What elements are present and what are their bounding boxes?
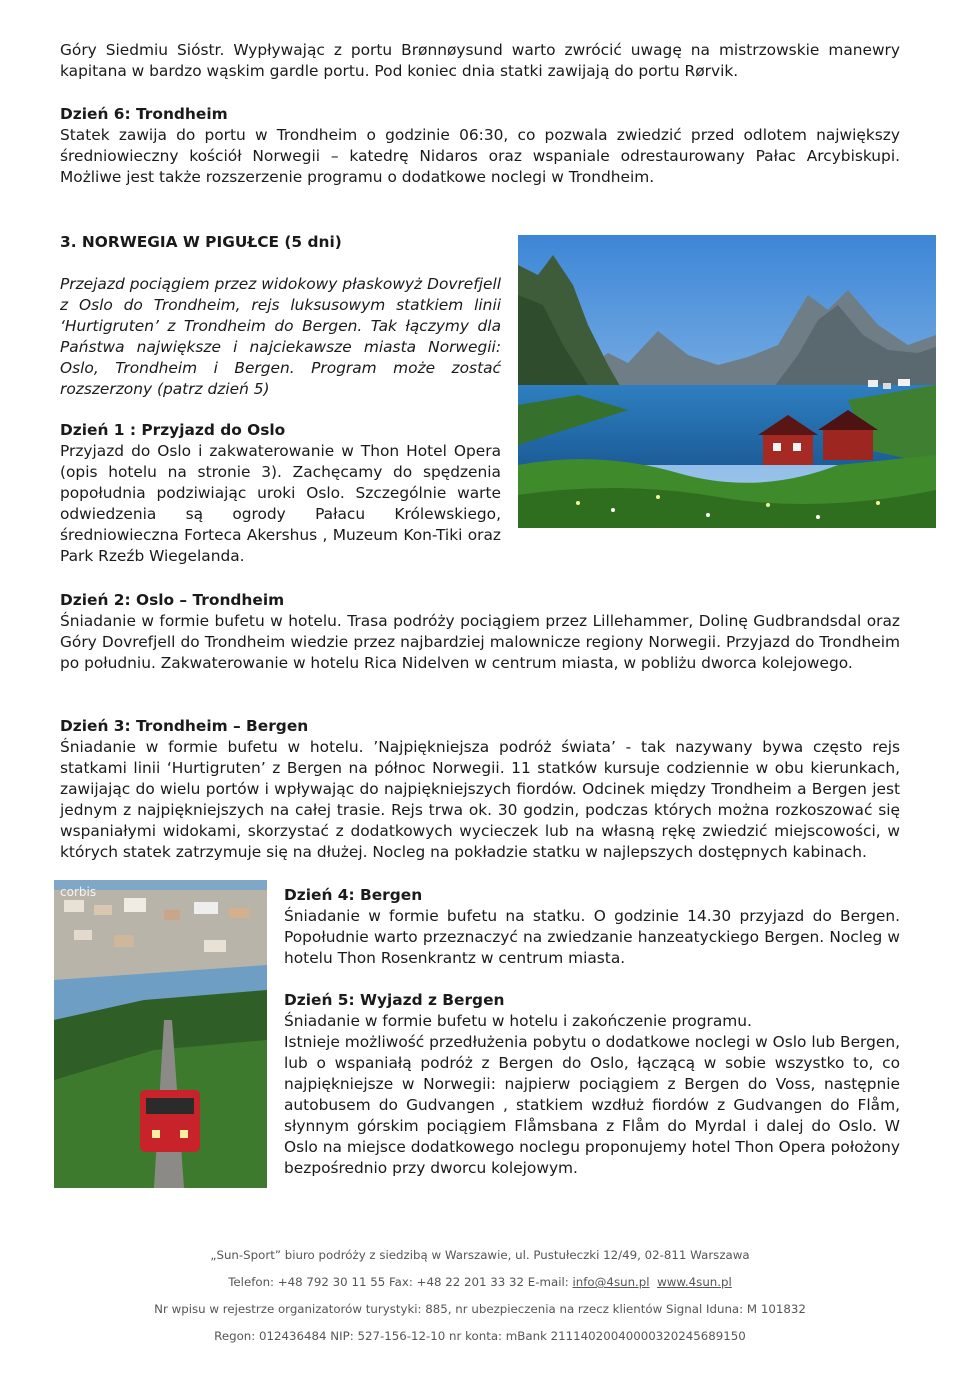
day3-heading: Dzień 3: Trondheim – Bergen xyxy=(60,717,309,735)
intro-paragraph xyxy=(60,40,900,82)
section3-description-text: Przejazd pociągiem przez widokowy płaskowyż Dovrefjell z Oslo do Trondheim, rejs luksusowym statkiem linii ‘Hurtigruten’ z Trondheim do Bergen. Tak łączymy dla Państwa największe i najciekawsze miasta Norwegii: Oslo, Trondheim i Bergen. Program może zostać rozszerzony (patrz dzień 5) xyxy=(60,275,501,398)
program-day-3 xyxy=(60,716,900,863)
day4-heading: Dzień 4: Bergen xyxy=(284,886,423,904)
footer-email-link[interactable]: info@4sun.pl xyxy=(572,1275,650,1289)
day6-text: Statek zawija do portu w Trondheim o godzinie 06:30, co pozwala zwiedzić przed odlotem największy średniowieczny kościół Norwegii – katedrę Nidaros oraz wspaniale odrestaurowany Pałac Arcybiskupi. Możliwe jest także rozszerzenie programu o dodatkowe noclegi w Trondheim. xyxy=(60,126,900,186)
day2-text: Śniadanie w formie bufetu w hotelu. Trasa podróży pociągiem przez Lillehammer, Dolinę Gudbrandsdal oraz Góry Dovrefjell do Trondheim wiedzie przez najbardziej malownicze regiony Norwegii. Przyjazd do Trondheim po południu. Zakwaterowanie w hotelu Rica Nidelven w centrum miasta, w pobliżu dworca kolejowego. xyxy=(60,612,900,672)
day5-heading: Dzień 5: Wyjazd z Bergen xyxy=(284,991,505,1009)
day4-text: Śniadanie w formie bufetu na statku. O godzinie 14.30 przyjazd do Bergen. Popołudnie warto przeznaczyć na zwiedzanie hanzeatyckiego Bergen. Nocleg w hotelu Thon Rosenkrantz w centrum miasta. xyxy=(284,907,900,967)
intro-text: Góry Siedmiu Sióstr. Wypływając z portu Brønnøysund warto zwrócić uwagę na mistrzowskie manewry kapitana w bardzo wąskim gardle portu. Pod koniec dnia statki zawijają do portu Rørvik. xyxy=(60,41,900,80)
day5-text-1: Śniadanie w formie bufetu w hotelu i zakończenie programu. xyxy=(284,1012,752,1030)
bergen-funicular-photo xyxy=(54,880,267,1188)
footer-company: „Sun-Sport” biuro podróży z siedzibą w Warszawie, ul. Pustułeczki 12/49, 02-811 Warszawa xyxy=(210,1248,750,1262)
day6-heading: Dzień 6: Trondheim xyxy=(60,105,228,123)
day3-text: Śniadanie w formie bufetu w hotelu. ’Najpiękniejsza podróż świata’ - tak nazywany bywa często rejs statkami linii ‘Hurtigruten’ z Bergen na północ Norwegii. 11 statków kursuje codziennie w obu kierunkach, zawijając do wielu portów i wpływając do najpiękniejszych fiordów. Odcinek między Trondheim a Bergen jest jednym z najpiękniejszych na całej trasie. Rejs trwa ok. 30 godzin, podczas których można rozkoszować się wspaniałymi widokami, skorzystać z dodatkowych wycieczek lub na własną rękę zwiedzić miejscowości, w których statek zatrzymuje się na dłużej. Nocleg na pokładzie statku w najlepszych dostępnych kabinach. xyxy=(60,738,900,861)
section3-title: 3. NORWEGIA W PIGUŁCE (5 dni) xyxy=(60,233,342,251)
day6-section xyxy=(60,104,900,188)
footer-ids: Regon: 012436484 NIP: 527-156-12-10 nr konta: mBank 21114020040000320245689150 xyxy=(214,1329,746,1343)
footer-contact-prefix: Telefon: +48 792 30 11 55 Fax: +48 22 201 33 32 E-mail: xyxy=(228,1275,573,1289)
day5-text-2: Istnieje możliwość przedłużenia pobytu o dodatkowe noclegi w Oslo lub Bergen, lub o wspaniałą podróż z Bergen do Oslo, łączącą w sobie wszystko to, co najpiękniejsze w Norwegii: najpierw pociągiem z Bergen do Voss, następnie autobusem do Gudvangen , statkiem wzdłuż fiordów z Gudvangen do Flåm, słynnym górskim pociągiem Flåmsbana z Flåm do Myrdal i dalej do Oslo. W Oslo na miejsce dodatkowego noclegu proponujemy hotel Thon Opera położony bezpośrednio przy dworcu kolejowym. xyxy=(284,1033,900,1177)
watermark-text: corbis xyxy=(60,885,97,899)
footer-website-link[interactable]: www.4sun.pl xyxy=(657,1275,732,1289)
footer-registry: Nr wpisu w rejestrze organizatorów turystyki: 885, nr ubezpieczenia na rzecz klientów Signal Iduna: M 101832 xyxy=(154,1302,806,1316)
program-day-2 xyxy=(60,590,900,674)
program-day-4 xyxy=(284,885,900,969)
program-day-5 xyxy=(284,990,900,1179)
section3-description xyxy=(60,274,501,400)
fjord-landscape-photo xyxy=(518,235,936,528)
day1-text: Przyjazd do Oslo i zakwaterowanie w Thon Hotel Opera (opis hotelu na stronie 3). Zachęcamy do spędzenia popołudnia podziwiając uroki Oslo. Szczególnie warte odwiedzenia są ogrody Pałacu Królewskiego, średniowieczna Forteca Akershus , Muzeum Kon-Tiki oraz Park Rzeźb Wiegelanda. xyxy=(60,442,501,565)
program-day-1 xyxy=(60,420,501,567)
day1-heading: Dzień 1 : Przyjazd do Oslo xyxy=(60,421,286,439)
day2-heading: Dzień 2: Oslo – Trondheim xyxy=(60,591,285,609)
footer xyxy=(0,1248,960,1356)
footer-contact xyxy=(0,1275,960,1290)
